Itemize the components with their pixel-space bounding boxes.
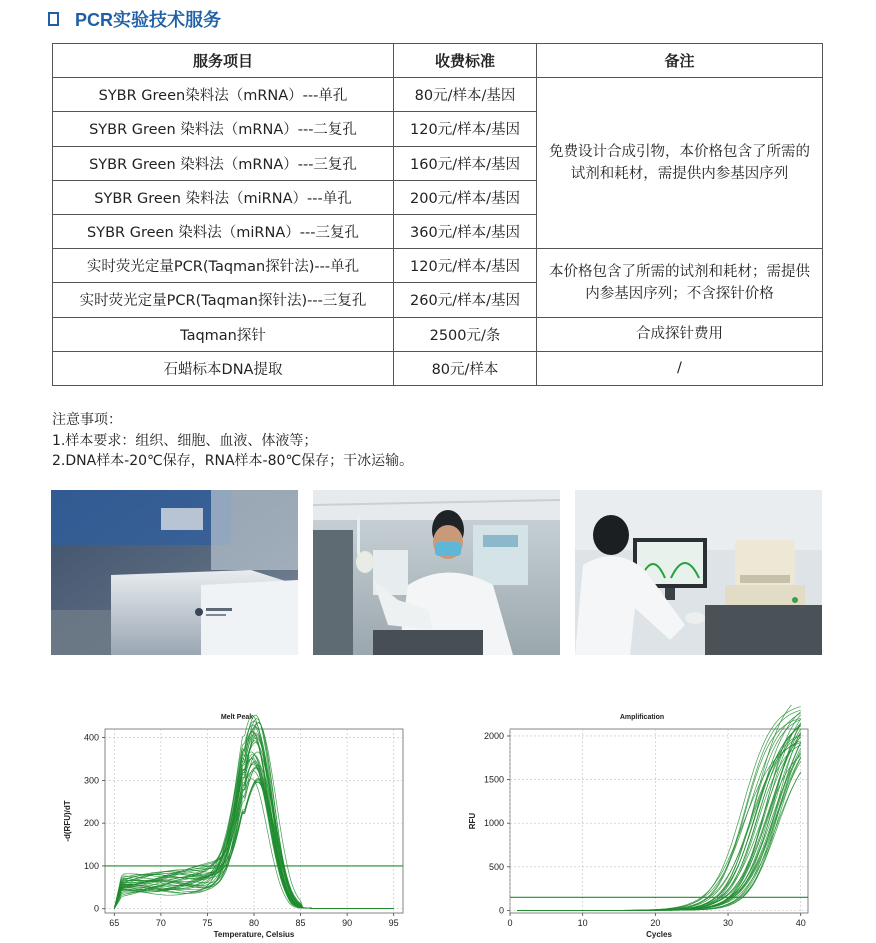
square-bullet-icon <box>48 12 59 26</box>
y-tick-label: 1500 <box>483 774 504 785</box>
y-tick-label: 0 <box>93 903 99 914</box>
table-row <box>53 351 823 385</box>
x-tick-label: 75 <box>202 918 213 928</box>
service-item: 石蜡标本DNA提取 <box>53 351 394 385</box>
y-axis-label: -d(RFU)/dT <box>63 800 72 842</box>
photo-scientist-tube <box>313 490 560 655</box>
y-ticks <box>84 733 105 914</box>
table-row <box>53 249 823 283</box>
y-tick-label: 1000 <box>483 818 504 829</box>
price-table <box>52 43 823 386</box>
note-taqman: 本价格包含了所需的试剂和耗材；需提供内参基因序列；不含探针价格 <box>537 249 823 317</box>
y-tick-label: 300 <box>83 775 99 786</box>
x-tick-label: 20 <box>650 918 661 928</box>
table-header-row <box>53 44 823 78</box>
service-price: 120元/样本/基因 <box>394 249 537 283</box>
table-row <box>53 78 823 112</box>
y-tick-label: 100 <box>83 860 99 871</box>
x-tick-label: 30 <box>723 918 734 928</box>
photo-scientist-computer <box>575 490 822 655</box>
chart-title: Melt Peak <box>220 714 254 721</box>
x-tick-label: 10 <box>577 918 588 928</box>
service-price: 120元/样本/基因 <box>394 112 537 146</box>
service-price: 160元/样本/基因 <box>394 146 537 180</box>
service-item: 实时荧光定量PCR(Taqman探针法)---三复孔 <box>53 283 394 317</box>
x-tick-label: 0 <box>507 918 513 928</box>
note-paraffin: / <box>537 351 823 385</box>
amplification-chart <box>465 705 820 943</box>
service-price: 80元/样本/基因 <box>394 78 537 112</box>
section-header <box>48 6 221 32</box>
service-price: 200元/样本/基因 <box>394 180 537 214</box>
melt-peak-chart <box>60 705 415 943</box>
y-tick-label: 400 <box>83 732 99 743</box>
service-price: 80元/样本 <box>394 351 537 385</box>
service-item: SYBR Green 染料法（miRNA）---三复孔 <box>53 214 394 248</box>
x-tick-label: 70 <box>155 918 166 928</box>
service-item: SYBR Green染料法（mRNA）---单孔 <box>53 78 394 112</box>
notes-line-2: 2.DNA样本-20℃保存，RNA样本-80℃保存；干冰运输。 <box>52 453 414 469</box>
notes-title: 注意事项： <box>52 412 122 428</box>
col-header-price: 收费标准 <box>394 44 537 78</box>
note-sybr: 免费设计合成引物，本价格包含了所需的试剂和耗材，需提供内参基因序列 <box>537 78 823 249</box>
photo-instrument <box>51 490 298 655</box>
note-probe: 合成探针费用 <box>537 317 823 351</box>
y-tick-label: 2000 <box>483 730 504 741</box>
notes-section <box>52 410 413 472</box>
x-tick-label: 85 <box>295 918 306 928</box>
service-item: SYBR Green 染料法（miRNA）---单孔 <box>53 180 394 214</box>
x-axis-label: Temperature, Celsius <box>213 930 295 939</box>
service-price: 360元/样本/基因 <box>394 214 537 248</box>
x-tick-label: 95 <box>388 918 399 928</box>
x-tick-label: 40 <box>795 918 806 928</box>
table-row <box>53 317 823 351</box>
y-tick-label: 200 <box>83 818 99 829</box>
notes-line-1: 1.样本要求：组织、细胞、血液、体液等； <box>52 432 318 449</box>
page-title: PCR实验技术服务 <box>75 10 222 30</box>
x-axis-label: Cycles <box>646 930 672 939</box>
service-price: 260元/样本/基因 <box>394 283 537 317</box>
y-ticks <box>484 731 510 915</box>
y-tick-label: 0 <box>498 905 504 916</box>
x-ticks <box>109 913 398 928</box>
service-item: 实时荧光定量PCR(Taqman探针法)---单孔 <box>53 249 394 283</box>
col-header-note: 备注 <box>537 44 823 78</box>
x-tick-label: 80 <box>248 918 260 928</box>
y-axis-label: RFU <box>468 812 477 830</box>
x-tick-label: 90 <box>342 918 353 928</box>
x-ticks <box>507 913 805 928</box>
service-item: Taqman探针 <box>53 317 394 351</box>
service-item: SYBR Green 染料法（mRNA）---三复孔 <box>53 146 394 180</box>
service-price: 2500元/条 <box>394 317 537 351</box>
service-item: SYBR Green 染料法（mRNA）---二复孔 <box>53 112 394 146</box>
col-header-item: 服务项目 <box>53 44 394 78</box>
x-tick-label: 65 <box>109 918 120 928</box>
y-tick-label: 500 <box>488 861 504 872</box>
chart-title: Amplification <box>619 714 665 721</box>
